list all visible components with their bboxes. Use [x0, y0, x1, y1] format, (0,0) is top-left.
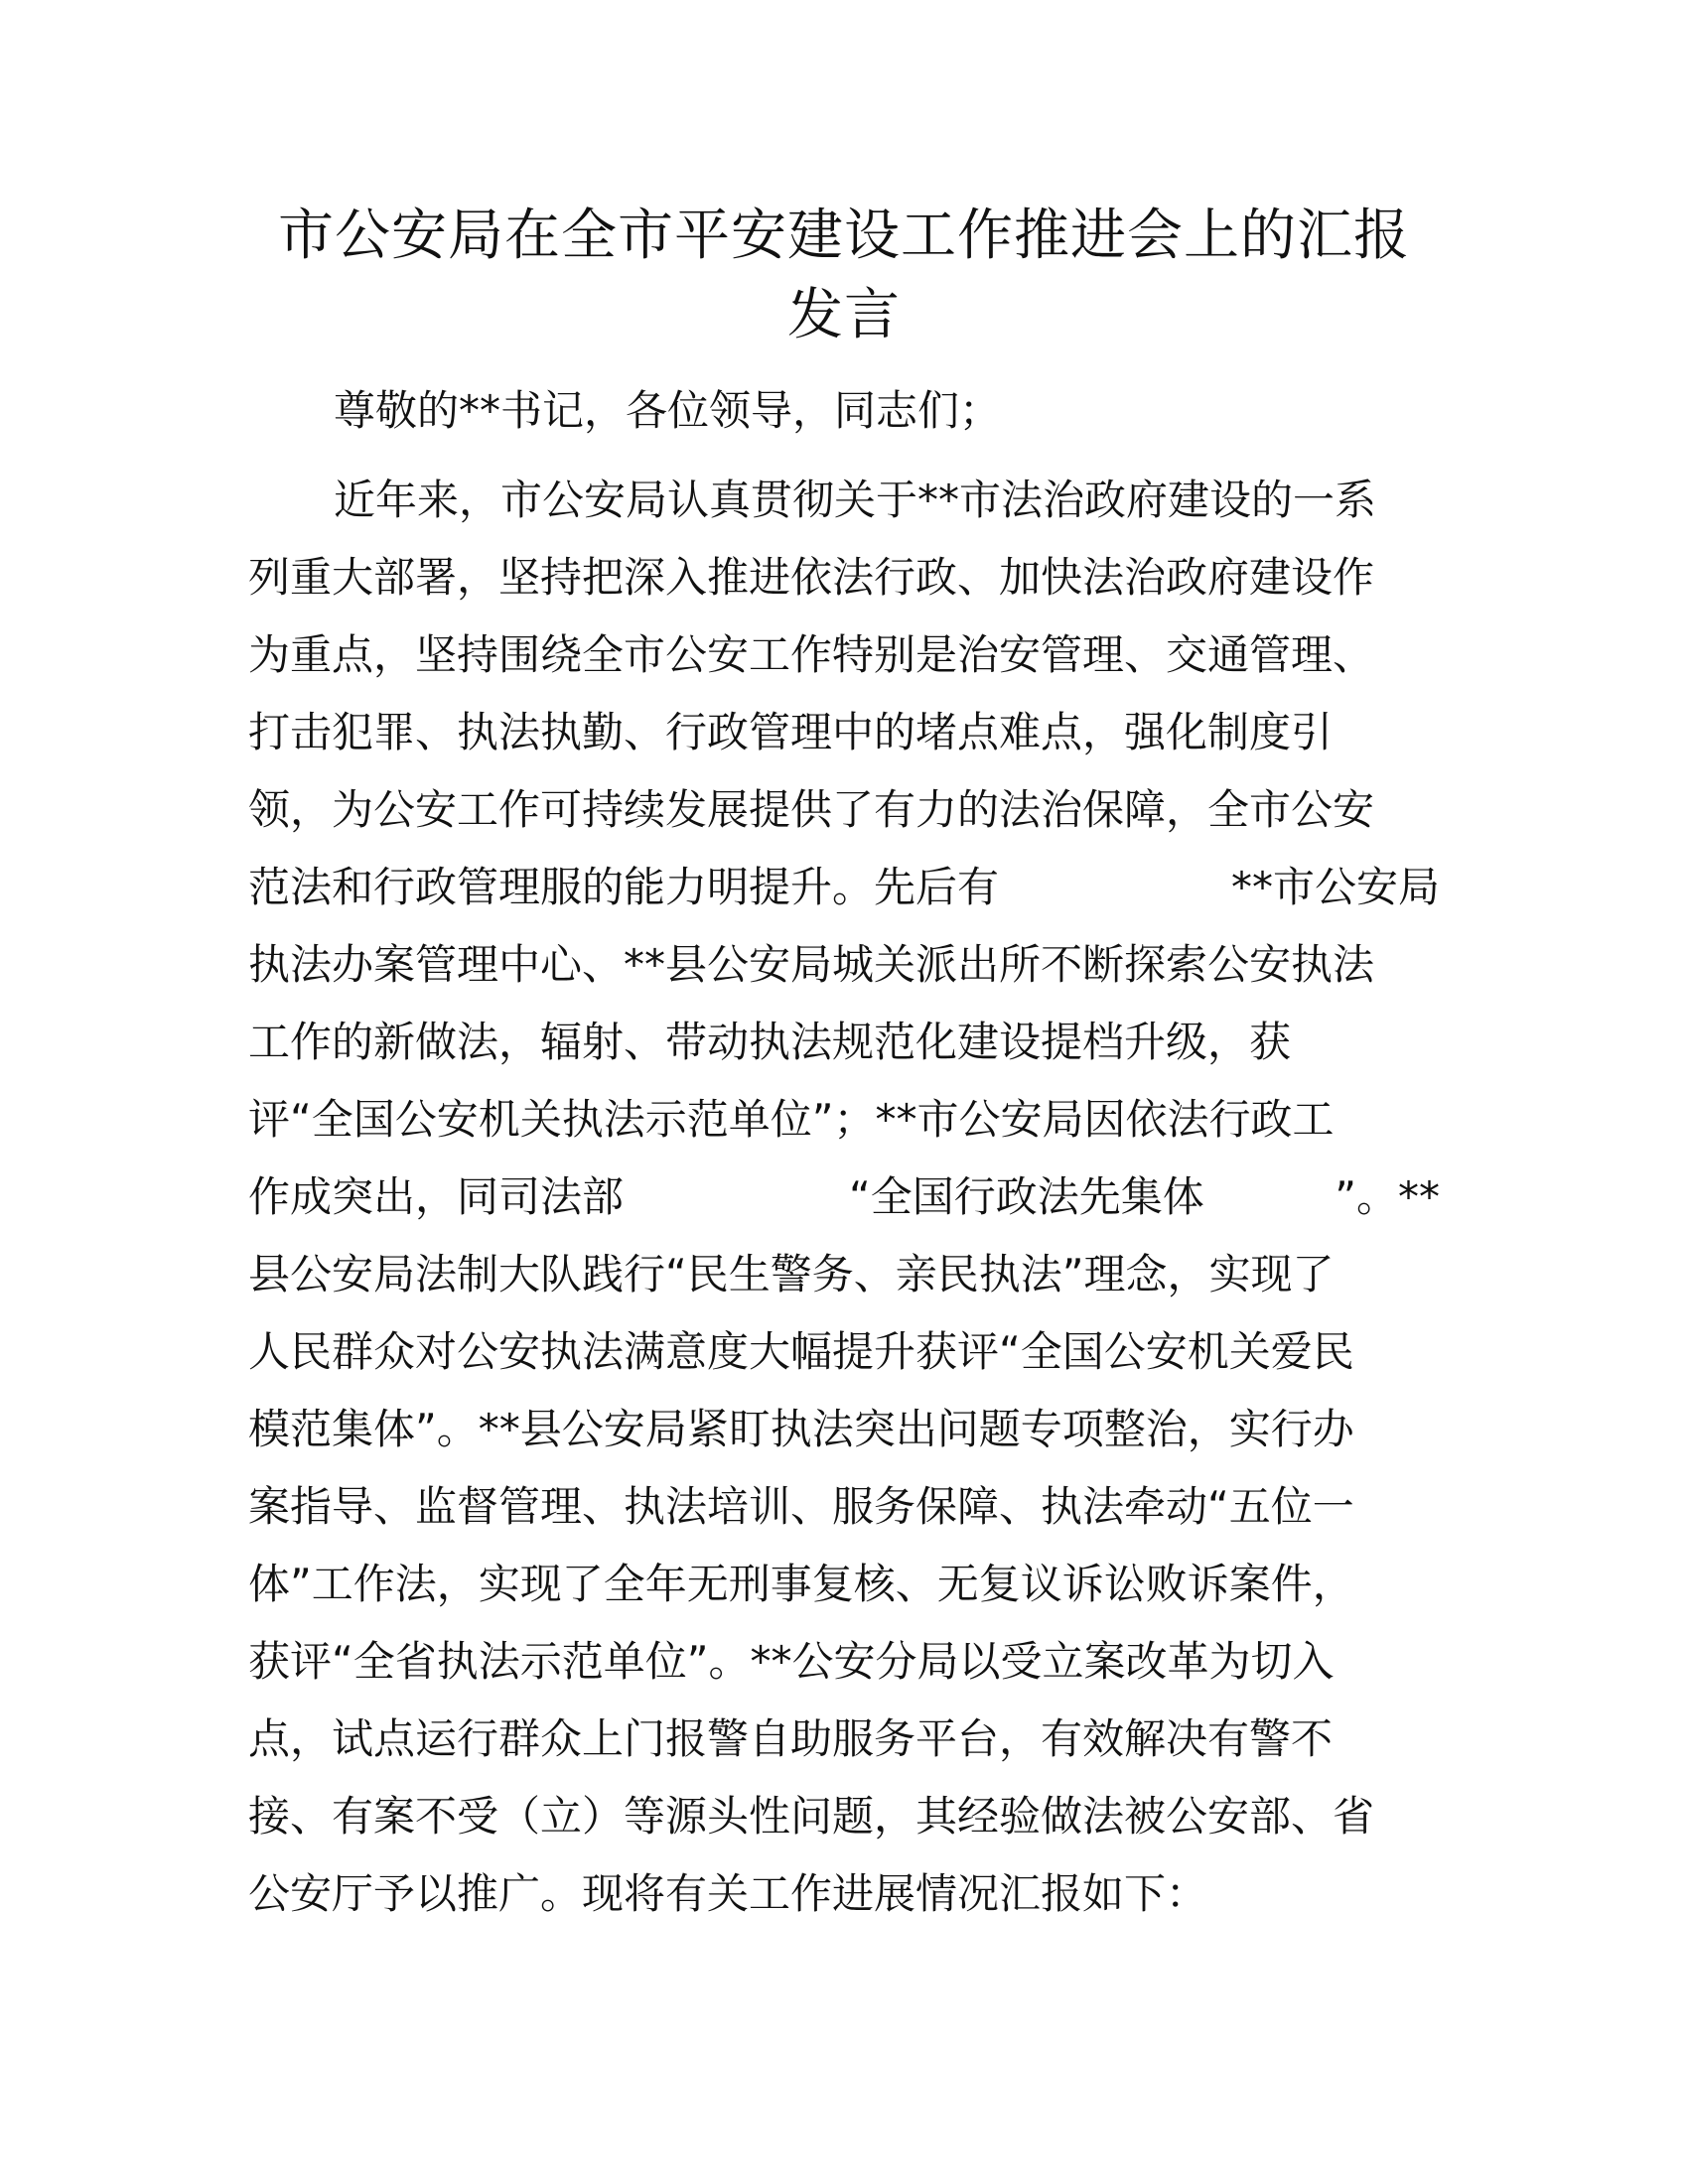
paragraph-line: 评“全国公安机关执法示范单位”；**市公安局因依法行政工 — [248, 1095, 1335, 1144]
paragraph-fragment: **市公安局 — [1230, 863, 1440, 911]
title-line-1: 市公安局在全市平安建设工作推进会上的汇报 — [278, 204, 1410, 268]
paragraph-line: 打击犯罪、执法执勤、行政管理中的堵点难点，强化制度引 — [248, 708, 1334, 756]
paragraph-line: 领，为公安工作可持续发展提供了有力的法治保障，全市公安 — [248, 785, 1375, 834]
paragraph-line: 公安厅予以推广。现将有关工作进展情况汇报如下： — [248, 1869, 1208, 1918]
paragraph-line: 点，试点运行群众上门报警自助服务平台，有效解决有警不 — [248, 1714, 1334, 1763]
paragraph-line: 列重大部署，坚持把深入推进依法行政、加快法治政府建设作 — [248, 553, 1375, 602]
paragraph-fragment: ”。** — [1335, 1172, 1440, 1221]
paragraph-line: 工作的新做法，辐射、带动执法规范化建设提档升级，获 — [248, 1018, 1292, 1066]
paragraph-fragment: 作成突出，同司法部 — [248, 1172, 625, 1221]
paragraph-line: 接、有案不受（立）等源头性问题，其经验做法被公安部、省 — [248, 1792, 1375, 1841]
paragraph-line: 县公安局法制大队践行“民生警务、亲民执法”理念，实现了 — [248, 1250, 1335, 1298]
paragraph-line: 模范集体”。**县公安局紧盯执法突出问题专项整治，实行办 — [248, 1405, 1354, 1453]
paragraph-fragment: 范法和行政管理服的能力明提升。先后有 — [248, 863, 1000, 911]
paragraph-line: 人民群众对公安执法满意度大幅提升获评“全国公安机关爱民 — [248, 1327, 1354, 1376]
paragraph-line: 体”工作法，实现了全年无刑事复核、无复议诉讼败诉案件， — [248, 1560, 1354, 1608]
salutation: 尊敬的**书记，各位领导，同志们； — [334, 386, 1002, 435]
paragraph-line — [248, 860, 1440, 915]
paragraph-line: 为重点，坚持围绕全市公安工作特别是治安管理、交通管理、 — [248, 630, 1375, 679]
paragraph-line: 近年来，市公安局认真贯彻关于**市法治政府建设的一系 — [334, 476, 1377, 524]
paragraph-line: 执法办案管理中心、**县公安局城关派出所不断探索公安执法 — [248, 940, 1375, 989]
paragraph-line: 获评“全省执法示范单位”。**公安分局以受立案改革为切入 — [248, 1637, 1335, 1686]
paragraph-fragment: “全国行政法先集体 — [849, 1172, 1204, 1221]
title-line-2: 发言 — [787, 283, 901, 347]
document-title — [248, 197, 1440, 355]
paragraph-line: 案指导、监督管理、执法培训、服务保障、执法牵动“五位一 — [248, 1482, 1354, 1531]
